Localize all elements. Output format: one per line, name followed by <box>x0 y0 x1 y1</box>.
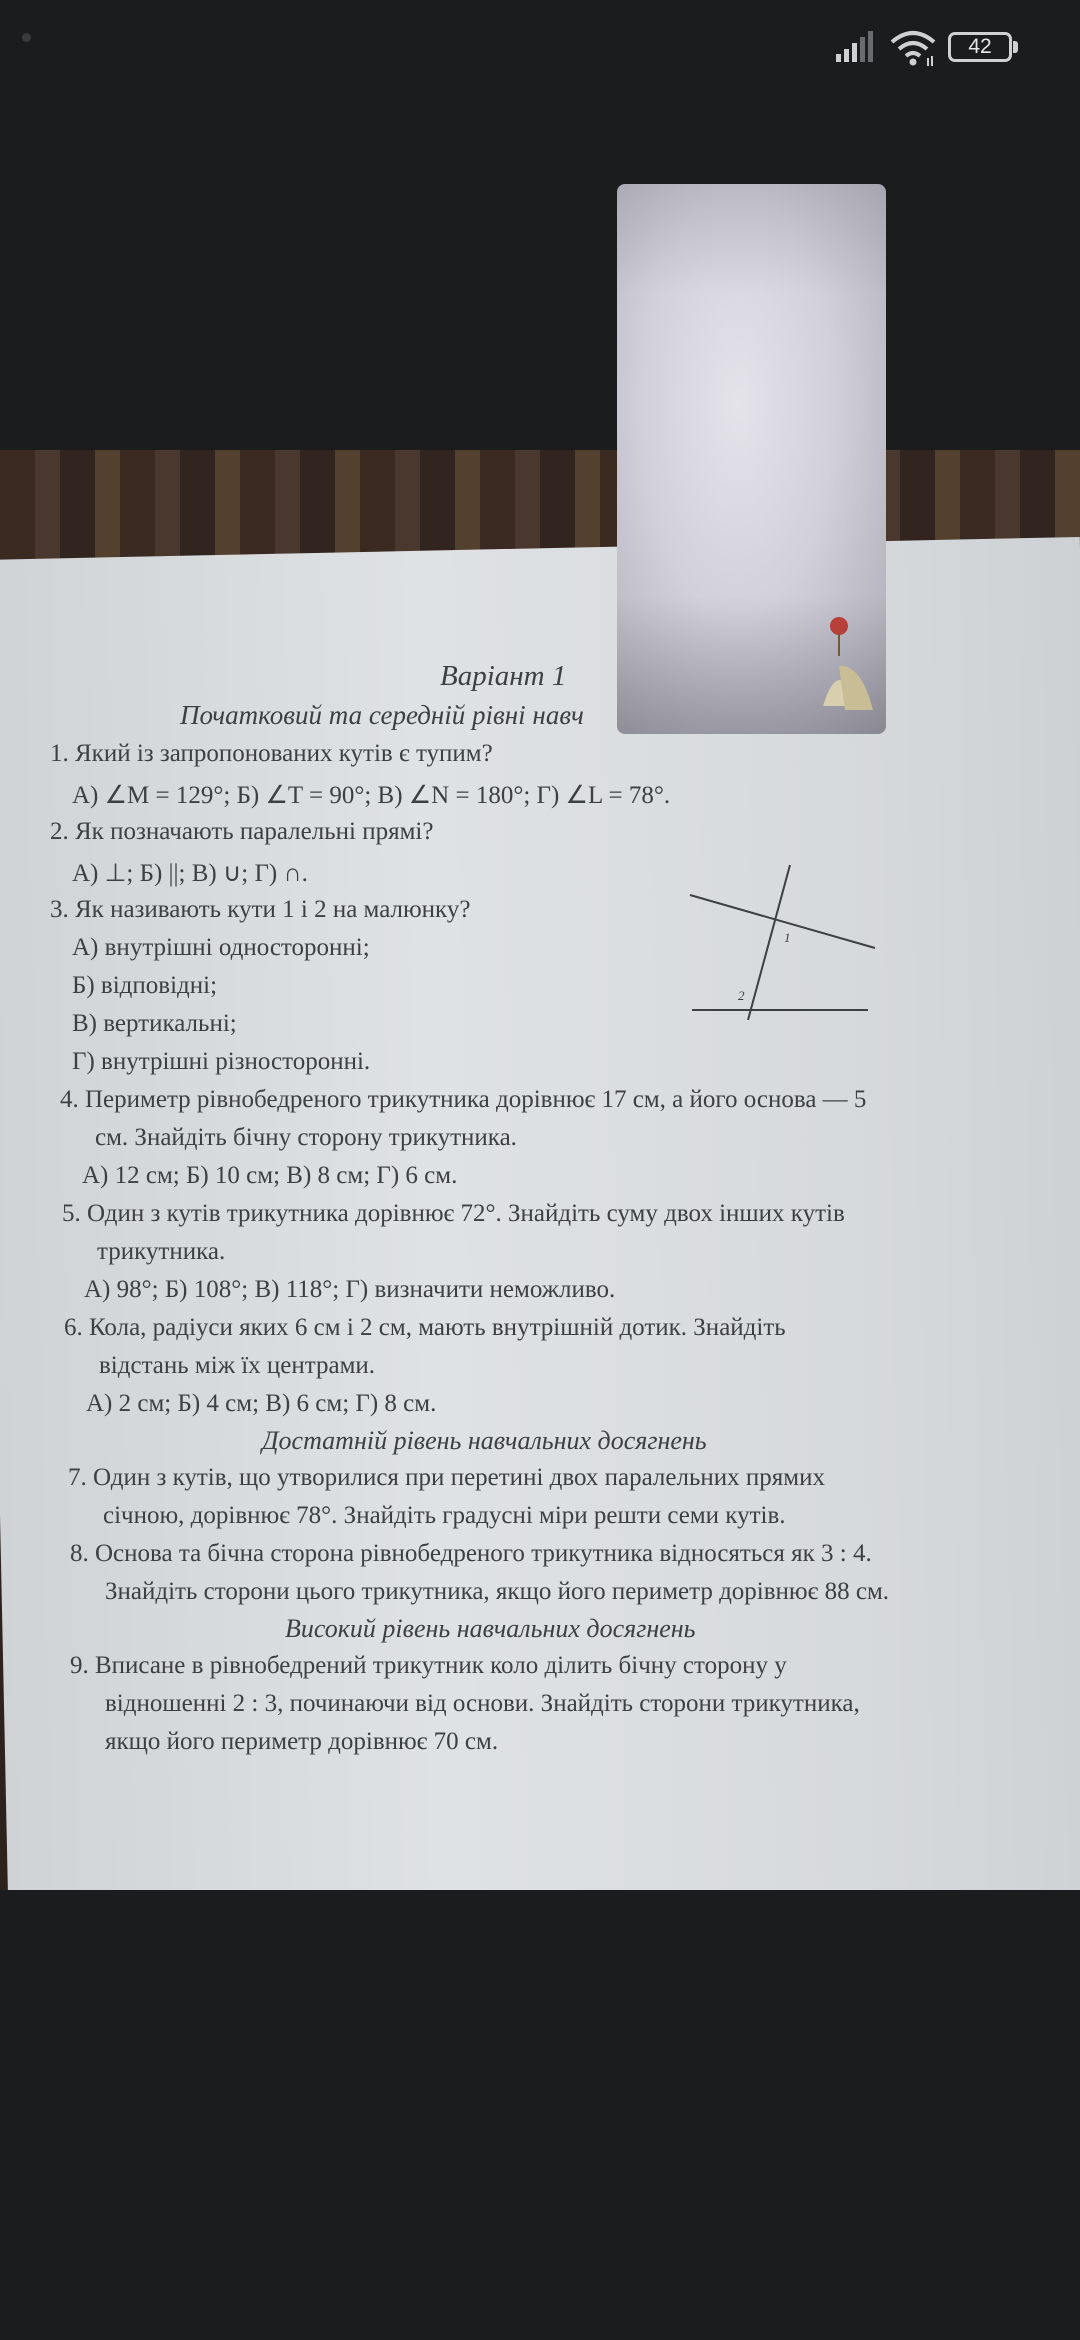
question-9-line2: відношенні 2 : 3, починаючи від основи. Знайдіть сторони трикутника, <box>105 1690 860 1717</box>
question-4-line1: 4. Периметр рівнобедреного трикутника дорівнює 17 см, а його основа — 5 <box>60 1086 867 1113</box>
question-3-option-d: Г) внутрішні різносторонні. <box>72 1048 371 1075</box>
question-7-line2: січною, дорівнює 78°. Знайдіть градусні міри решти семи кутів. <box>103 1502 786 1529</box>
photo-viewer[interactable] <box>0 450 1080 1890</box>
question-8-line1: 8. Основа та бічна сторона рівнобедреного трикутника відносяться як 3 : 4. <box>70 1540 872 1567</box>
question-3-option-a: А) внутрішні односторонні; <box>72 934 370 961</box>
line-top <box>690 895 875 948</box>
level2-heading: Достатній рівень навчальних досягнень <box>262 1426 707 1455</box>
ceiling-lamp-icon <box>817 614 877 714</box>
level1-heading: Початковий та середній рівні навч <box>180 700 584 730</box>
question-3-option-b: Б) відповідні; <box>72 972 218 999</box>
question-5-answers: А) 98°; Б) 108°; В) 118°; Г) визначити неможливо. <box>84 1276 616 1303</box>
question-2-answers: А) ⊥; Б) ||; В) ∪; Г) ∩. <box>72 860 308 887</box>
signal-icon <box>836 30 876 64</box>
question-4-line2: см. Знайдіть бічну сторону трикутника. <box>95 1124 517 1151</box>
notification-dot <box>22 33 31 42</box>
question-8-line2: Знайдіть сторони цього трикутника, якщо його периметр дорівнює 88 см. <box>105 1578 890 1605</box>
battery-tip <box>1013 41 1018 53</box>
question-7-line1: 7. Один з кутів, що утворилися при перетині двох паралельних прямих <box>68 1464 825 1491</box>
figure-label-1: 1 <box>784 930 791 945</box>
question-6-answers: А) 2 см; Б) 4 см; В) 6 см; Г) 8 см. <box>86 1390 437 1417</box>
question-5-line2: трикутника. <box>97 1238 226 1265</box>
question-3-option-c: В) вертикальні; <box>72 1010 237 1037</box>
question-3: 3. Як називають кути 1 і 2 на малюнку? <box>50 896 471 923</box>
question-6-line2: відстань між їх центрами. <box>99 1352 376 1379</box>
variant-title: Варіант 1 <box>440 660 567 692</box>
question-1: 1. Який із запропонованих кутів є тупим? <box>50 740 493 767</box>
question-4-answers: А) 12 см; Б) 10 см; В) 8 см; Г) 6 см. <box>82 1162 458 1189</box>
battery-level: 42 <box>968 35 992 58</box>
question-6-line1: 6. Кола, радіуси яких 6 см і 2 см, мають внутрішній дотик. Знайдіть <box>64 1314 786 1341</box>
wifi-icon <box>888 28 938 68</box>
figure-label-2: 2 <box>738 988 745 1003</box>
pip-video-window[interactable] <box>617 184 886 734</box>
bottom-area <box>0 1890 1080 2340</box>
question-2: 2. Як позначають паралельні прямі? <box>50 818 434 845</box>
question-9-line3: якщо його периметр дорівнює 70 см. <box>105 1728 499 1755</box>
status-bar <box>0 0 1080 100</box>
question-9-line1: 9. Вписане в рівнобедрений трикутник коло ділить бічну сторону у <box>70 1652 787 1679</box>
test-document <box>0 450 1080 1890</box>
question-1-answers: А) ∠M = 129°; Б) ∠T = 90°; В) ∠N = 180°; Г) ∠L = 78°. <box>72 782 671 809</box>
angles-figure <box>680 860 890 1020</box>
battery-icon <box>948 32 1012 62</box>
level3-heading: Високий рівень навчальних досягнень <box>285 1614 696 1643</box>
question-5-line1: 5. Один з кутів трикутника дорівнює 72°. Знайдіть суму двох інших кутів <box>62 1200 845 1227</box>
